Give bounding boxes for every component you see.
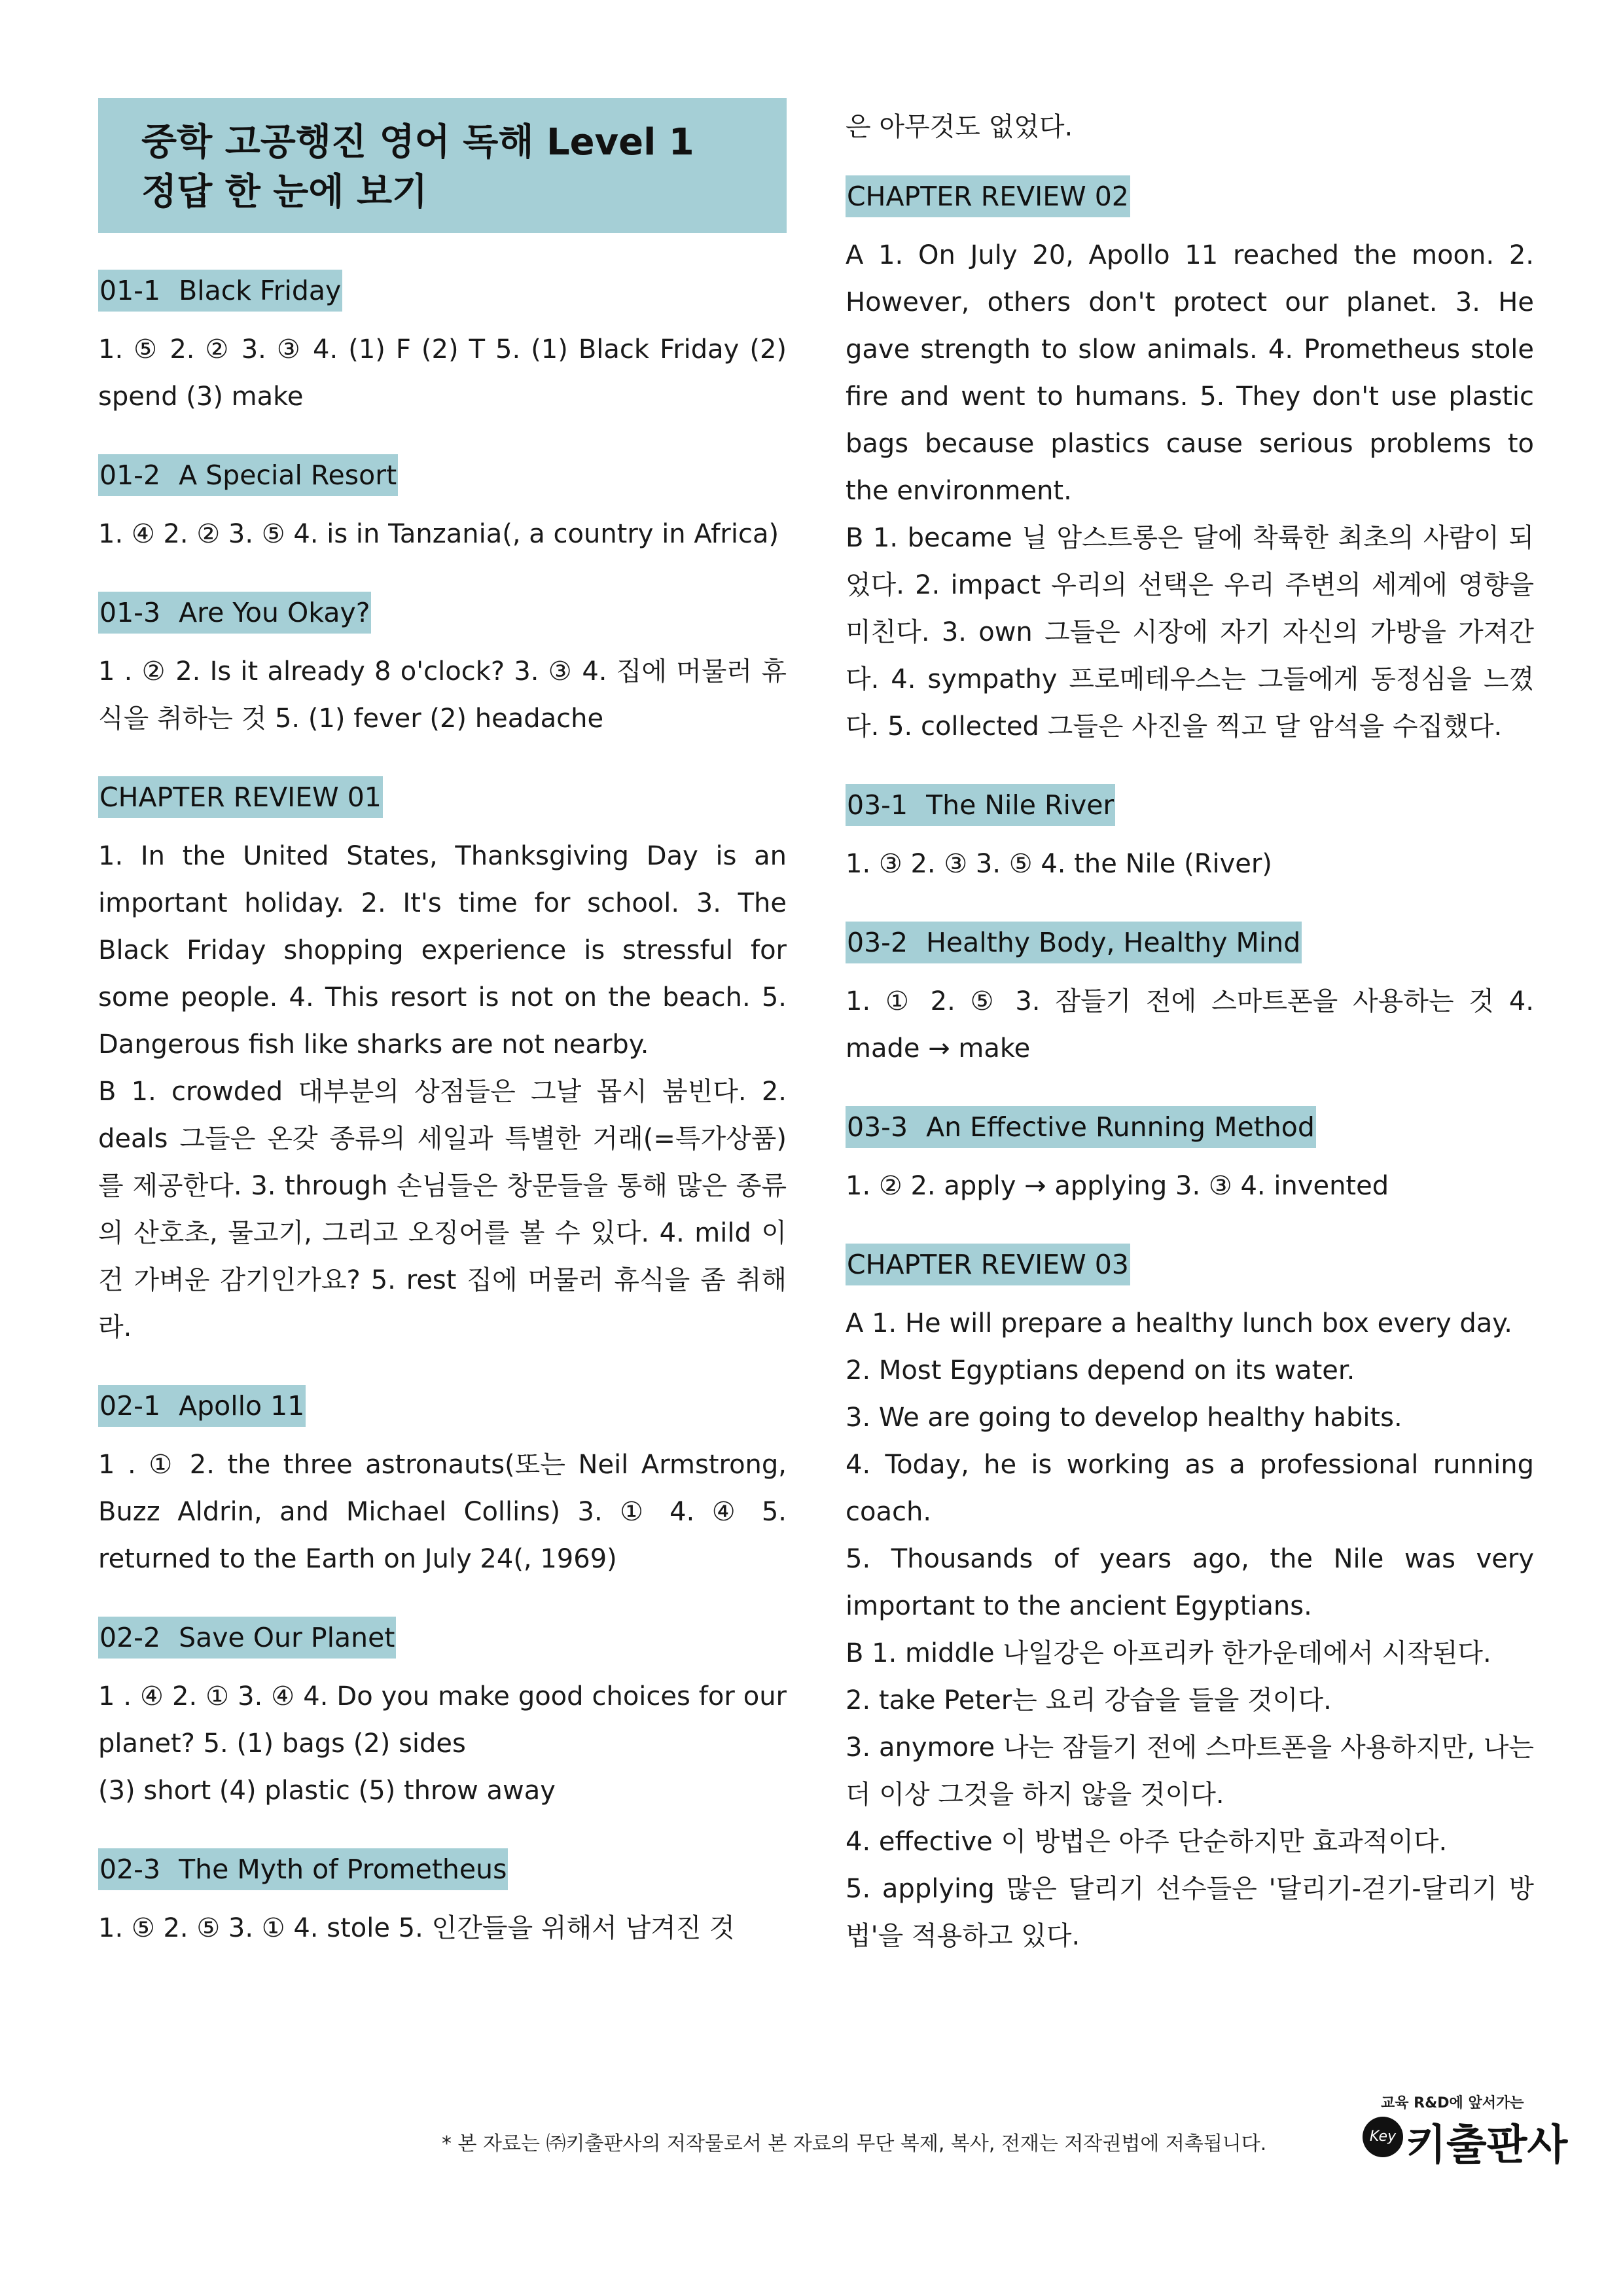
section-heading (98, 270, 342, 312)
answer-section (98, 592, 787, 742)
answer-text: 2. Most Egyptians depend on its water. (846, 1355, 1355, 1386)
answer-text: 1. ② 2. apply → applying 3. ③ 4. invented (846, 1171, 1389, 1201)
answer-text: 1. ④ 2. ② 3. ⑤ 4. is in Tanzania(, a country in Africa) (98, 519, 779, 549)
answer-text: 2. take Peter는 요리 강습을 들을 것이다. (846, 1685, 1332, 1715)
section-heading (846, 784, 1115, 826)
section-heading (98, 1848, 508, 1890)
section-number: 02-1 (99, 1390, 161, 1422)
section-heading (98, 1617, 396, 1659)
section-title: Save Our Planet (179, 1622, 395, 1653)
answer-text: 4. Today, he is working as a professional running coach. (846, 1450, 1534, 1527)
answer-section (98, 1385, 787, 1583)
answer-section (98, 1617, 787, 1814)
title-box (98, 98, 787, 233)
section-title: The Myth of Prometheus (179, 1854, 507, 1885)
section-title: A Special Resort (179, 459, 397, 491)
key-badge-icon: Key (1363, 2117, 1403, 2157)
left-column (98, 98, 787, 1952)
answer-text: 5. applying 많은 달리기 선수들은 '달리기-걷기-달리기 방법'을 적용하고 있다. (846, 1874, 1534, 1951)
answer-text: 1 . ④ 2. ① 3. ④ 4. Do you make good choices for our planet? 5. (1) bags (2) sides (98, 1681, 787, 1759)
section-number: 03-1 (847, 789, 908, 821)
section-number: 01-1 (99, 275, 161, 306)
answer-text: 3. We are going to develop healthy habits. (846, 1403, 1402, 1433)
answer-section (846, 1244, 1534, 1960)
section-title: Apollo 11 (179, 1390, 305, 1422)
answer-section (98, 776, 787, 1351)
answer-text: A 1. On July 20, Apollo 11 reached the moon. 2. However, others don't protect our planet. 3. He gave strength to slow animals. 4. Prometheus stole fire and went to humans. 5. They don't use plastic bags because plastics cause serious problems to the environment. (846, 240, 1534, 506)
section-title: Healthy Body, Healthy Mind (926, 927, 1301, 958)
publisher-logo (1363, 2092, 1568, 2170)
answer-section (846, 784, 1534, 888)
answer-text: A 1. He will prepare a healthy lunch box every day. (846, 1308, 1512, 1338)
section-heading (846, 175, 1130, 217)
answer-text: B 1. became 닐 암스트롱은 달에 착륙한 최초의 사람이 되었다. 2. impact 우리의 선택은 우리 주변의 세계에 영향을 미친다. 3. own 그들은 시장에 자기 자신의 가방을 가져간다. 4. sympathy 프로메테우스는 그들에게 동정심을 느꼈다. 5. collected 그들은 사진을 찍고 달 암석을 수집했다. (846, 523, 1534, 742)
answer-text: 1. In the United States, Thanksgiving Day is an important holiday. 2. It's time for school. 3. The Black Friday shopping experience is stressful for some people. 4. This resort is not on the beach. 5. Dangerous fish like sharks are not nearby. (98, 841, 787, 1060)
answer-section (846, 922, 1534, 1072)
section-heading (98, 592, 371, 634)
section-title: Black Friday (179, 275, 342, 306)
section-number: 03-2 (847, 927, 908, 958)
answer-text: 1 . ② 2. Is it already 8 o'clock? 3. ③ 4. 집에 머물러 휴식을 취하는 것 5. (1) fever (2) headache (98, 656, 787, 734)
logo-tagline: 교육 R&D에 앞서가는 (1381, 2095, 1524, 2111)
answer-section (846, 175, 1534, 750)
continued-text: 은 아무것도 없었다. (846, 112, 1073, 142)
answer-text: 1. ① 2. ⑤ 3. 잠들기 전에 스마트폰을 사용하는 것 4. made → make (846, 986, 1534, 1064)
section-heading (846, 1106, 1316, 1148)
answer-text: 4. effective 이 방법은 아주 단순하지만 효과적이다. (846, 1827, 1448, 1857)
section-number: 02-3 (99, 1854, 161, 1885)
page-title: 중학 고공행진 영어 독해 Level 1 (141, 121, 694, 164)
answer-section (98, 454, 787, 558)
answer-section (846, 1106, 1534, 1210)
answer-section (98, 270, 787, 420)
section-title: CHAPTER REVIEW 02 (847, 181, 1129, 212)
answer-section (98, 1848, 787, 1952)
section-title: CHAPTER REVIEW 03 (847, 1249, 1129, 1280)
section-title: An Effective Running Method (926, 1111, 1315, 1143)
section-number: 03-3 (847, 1111, 908, 1143)
answer-text: B 1. crowded 대부분의 상점들은 그날 몹시 붐빈다. 2. deals 그들은 온갖 종류의 세일과 특별한 거래(=특가상품)를 제공한다. 3. through 손님들은 창문들을 통해 많은 종류의 산호초, 물고기, 그리고 오징어를 볼 수 있다. 4. mild 이건 가벼운 감기인가요? 5. rest 집에 머물러 휴식을 좀 취해라. (98, 1077, 787, 1342)
section-number: 01-3 (99, 597, 161, 628)
copyright-notice: * 본 자료는 ㈜키출판사의 저작물로서 본 자료의 무단 복제, 복사, 전재는 저작권법에 저촉됩니다. (442, 2132, 1267, 2155)
answer-text: 5. Thousands of years ago, the Nile was very important to the ancient Egyptians. (846, 1544, 1534, 1621)
answer-text: 3. anymore 나는 잠들기 전에 스마트폰을 사용하지만, 나는 더 이상 그것을 하지 않을 것이다. (846, 1732, 1534, 1810)
section-title: CHAPTER REVIEW 01 (99, 781, 382, 813)
section-heading (98, 776, 383, 818)
answer-text: 1. ⑤ 2. ② 3. ③ 4. (1) F (2) T 5. (1) Black Friday (2) spend (3) make (98, 334, 787, 412)
section-heading (846, 922, 1302, 963)
section-title: Are You Okay? (179, 597, 370, 628)
section-heading (846, 1244, 1130, 1285)
answer-text: 1 . ① 2. the three astronauts(또는 Neil Armstrong, Buzz Aldrin, and Michael Collins) 3. ① 4. ④ 5. returned to the Earth on July 24(, 1969) (98, 1450, 787, 1574)
page-subtitle: 정답 한 눈에 보기 (141, 171, 428, 213)
answer-text: 1. ③ 2. ③ 3. ⑤ 4. the Nile (River) (846, 849, 1272, 879)
answer-text: B 1. middle 나일강은 아프리카 한가운데에서 시작된다. (846, 1638, 1491, 1668)
section-heading (98, 454, 398, 496)
section-heading (98, 1385, 306, 1427)
right-column (846, 103, 1534, 1960)
section-title: The Nile River (926, 789, 1115, 821)
answer-text: 1. ⑤ 2. ⑤ 3. ① 4. stole 5. 인간들을 위해서 남겨진 것 (98, 1913, 735, 1943)
section-number: 02-2 (99, 1622, 161, 1653)
section-number: 01-2 (99, 459, 161, 491)
logo-name: 키출판사 (1406, 2121, 1568, 2170)
answer-text: (3) short (4) plastic (5) throw away (98, 1776, 556, 1806)
